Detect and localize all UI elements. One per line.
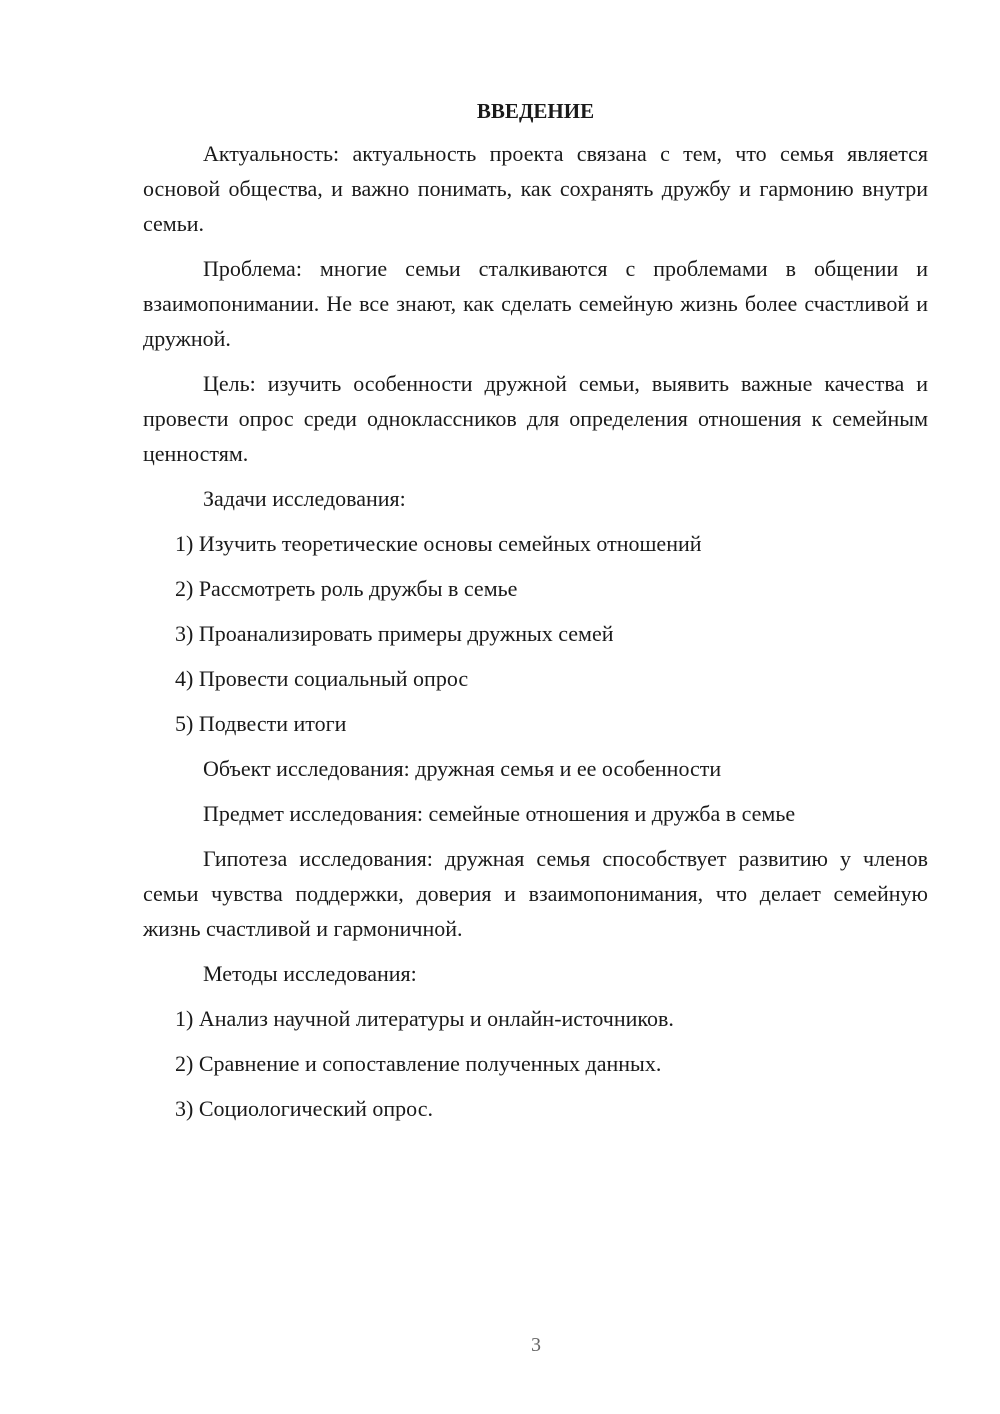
method-item: 1) Анализ научной литературы и онлайн-источников. bbox=[175, 1006, 674, 1031]
page-number: 3 bbox=[531, 1334, 541, 1356]
method-item: 3) Социологический опрос. bbox=[175, 1096, 433, 1121]
methods-heading: Методы исследования: bbox=[203, 961, 417, 986]
tasks-list bbox=[143, 526, 928, 741]
relevance-paragraph: Актуальность: актуальность проекта связана с тем, что семья является основой общества, и важно понимать, как сохранять дружбу и гармонию внутри семьи. bbox=[143, 141, 928, 236]
goal-paragraph: Цель: изучить особенности дружной семьи, выявить важные качества и провести опрос среди одноклассников для определения отношения к семейным ценностям. bbox=[143, 371, 928, 466]
task-item: 2) Рассмотреть роль дружбы в семье bbox=[175, 576, 518, 601]
document-body bbox=[143, 96, 928, 1136]
task-item: 3) Проанализировать примеры дружных семей bbox=[175, 621, 614, 646]
tasks-heading: Задачи исследования: bbox=[203, 486, 406, 511]
research-object: Объект исследования: дружная семья и ее особенности bbox=[203, 756, 722, 781]
page-title: ВВЕДЕНИЕ bbox=[476, 99, 595, 123]
task-item: 1) Изучить теоретические основы семейных отношений bbox=[175, 531, 702, 556]
methods-list bbox=[143, 1001, 928, 1126]
task-item: 4) Провести социальный опрос bbox=[175, 666, 469, 691]
problem-paragraph: Проблема: многие семьи сталкиваются с проблемами в общении и взаимопонимании. Не все знают, как сделать семейную жизнь более счастливой и дружной. bbox=[143, 256, 928, 351]
research-subject: Предмет исследования: семейные отношения и дружба в семье bbox=[203, 801, 796, 826]
hypothesis-paragraph: Гипотеза исследования: дружная семья способствует развитию у членов семьи чувства поддержки, доверия и взаимопонимания, что делает семейную жизнь счастливой и гармоничной. bbox=[143, 846, 928, 941]
task-item: 5) Подвести итоги bbox=[175, 711, 347, 736]
method-item: 2) Сравнение и сопоставление полученных данных. bbox=[175, 1051, 662, 1076]
